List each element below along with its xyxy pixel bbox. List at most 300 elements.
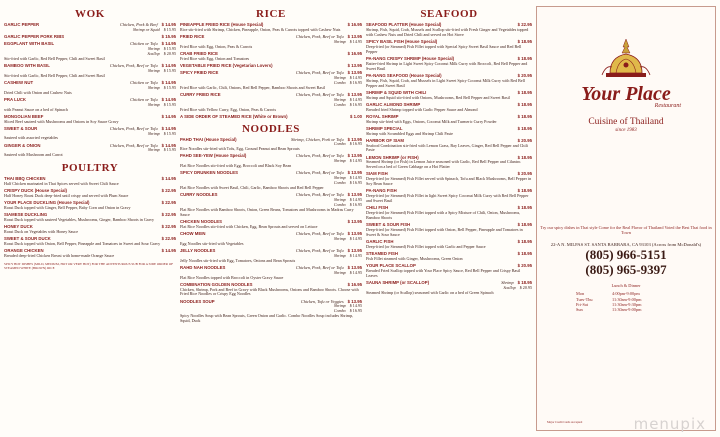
hours-time: 11:30am-9:00pm xyxy=(612,296,642,302)
menu-item xyxy=(366,240,532,250)
variant-name: Shrimp xyxy=(147,130,160,136)
menu-item-description: Fried Rice with Yellow Curry, Egg, Onion, Peas & Carrots xyxy=(180,106,277,112)
menu-item-price: $ 22.95 xyxy=(161,200,176,206)
menu-item xyxy=(366,74,532,89)
menu-item-name: PAHD THAI (House Special) xyxy=(180,136,237,142)
menu-item-description: Roast Duck topped with Onion, Bell Pepper, Pineapple and Tomatoes in Sweet and Sour Gravy xyxy=(4,241,161,247)
variant-price: $ 14.95 xyxy=(349,235,362,241)
tagline: Try our spicy dishes in Thai style Come for the Real Flavor of Thailand Voted the Best Thai food in Town xyxy=(540,225,712,236)
brand-panel xyxy=(536,6,716,431)
menu-item-name: NOODLES SOUP xyxy=(180,298,215,304)
variant-name: Combo xyxy=(333,79,346,85)
menu-item-price: $ 22.95 xyxy=(517,22,532,27)
menu-item-name: SWEET & SOUR xyxy=(4,125,38,131)
menu-item-name: SHRIMP SPECIAL xyxy=(366,125,403,131)
menu-item-price: $ 14.95 xyxy=(161,113,176,119)
wok-list xyxy=(4,23,176,158)
menu-item-name: SPICY BASIL FISH (House Special) xyxy=(366,38,438,44)
menu-item-description: Steamed Shrimp (or Fish) in Lemon Juice seasoned with Garlic, Red Bell Pepper and Cilantro. Served on a bed of Green Cabbage on a Hot Platter xyxy=(366,159,522,170)
variant-name: Combo xyxy=(333,101,346,107)
menu-item-price: $ 13.95 xyxy=(347,170,362,176)
variant-price: $ 14.95 xyxy=(349,303,362,309)
variant-price: $ 15.95 xyxy=(163,26,176,32)
menu-item-name: EGGPLANT WITH BASIL xyxy=(4,41,55,47)
menu-item-option: Chicken, Pork, Beef or Tofu xyxy=(109,142,158,148)
menu-item-description: Fried Rice with Garlic, Chili, Onions, Red Bell Pepper, Bamboo Shoots and Sweet Basil xyxy=(180,84,326,90)
menu-item-option: Chicken, Pork, Beef or Tofu xyxy=(295,192,344,198)
menu-item-price: $ 18.95 xyxy=(517,188,532,194)
menu-item xyxy=(180,154,362,169)
column-rice-noodles xyxy=(180,6,362,326)
menu-item-price: $ 13.95 xyxy=(347,192,362,198)
menu-item-description: Stir-fried with Garlic, Red Bell Pepper, Chili and Sweet Basil xyxy=(4,72,105,78)
menu-item-description: Fish Fillet steamed with Ginger, Mushrooms, Green Onion xyxy=(366,255,463,261)
hours-days: Sun xyxy=(576,307,583,313)
menu-item xyxy=(180,93,362,113)
variant-price: $ 20.95 xyxy=(519,284,532,290)
menu-item-name: VEGETABLE FRIED RICE (Vegetarian Lovers) xyxy=(180,62,273,68)
menu-item-description: Breaded Fried Scallop topped with Your Place Spicy Sauce, Red Bell Pepper and Crispy Basil Leaves xyxy=(366,267,521,278)
seafood-list xyxy=(366,23,532,296)
menu-item-price: $ 22.95 xyxy=(161,188,176,194)
hours-time: 11:30am-9:00pm xyxy=(612,307,642,313)
menu-item-price: $ 13.95 xyxy=(347,264,362,270)
section-title-wok: WOK xyxy=(75,8,105,20)
menu-item-price: $ 13.95 xyxy=(347,62,362,68)
menu-item-description: Roast Duck topped with Ginger, Bell Pepper, Baby Corn and Onion in Gravy xyxy=(4,205,131,211)
menu-item-price: $ 20.95 xyxy=(517,137,532,143)
variant-price: $ 14.95 xyxy=(349,158,362,164)
menu-item-description: Dried Chili with Onion and Cashew Nuts xyxy=(4,89,72,95)
variant-price: $ 16.95 xyxy=(349,79,362,85)
menu-item xyxy=(366,139,532,154)
menu-item-description: Shrimp with Scrambled Eggs and Shrimp Chili Paste xyxy=(366,130,453,136)
variant-name: Scallop xyxy=(503,284,516,290)
menu-item-price: $ 13.95 xyxy=(347,230,362,236)
menu-item-name: SWEET & SOUR FISH xyxy=(366,222,411,228)
menu-item-description: Breaded deep-fried Chicken Breast with home-made Orange Sauce xyxy=(4,253,115,259)
variant-price: $ 15.95 xyxy=(163,67,176,73)
menu-item-price: $ 18.95 xyxy=(517,89,532,95)
menu-item-description: Rice stir-fried with Shrimp, Chicken, Pineapple, Onion, Peas & Carrots topped with Cashew Nuts xyxy=(180,26,341,32)
menu-item-description: Spicy Noodles Soup with Bean Sprouts, Green Onion and Garlic. Combo Noodles Soup includes Shrimp, Squid, Duck xyxy=(180,313,354,324)
menu-item-description: Deep-fried (or Steamed) Fish Fillet topped with Special Spicy Sweet Basil Sauce and Red Bell Pepper xyxy=(366,43,522,54)
menu-item xyxy=(180,71,362,91)
menu-item-option: Chicken, Pork, Beef or Tofu xyxy=(295,153,344,159)
menu-item xyxy=(4,213,176,223)
menu-item xyxy=(366,264,532,279)
menu-item-name: MONGOLIAN BEEF xyxy=(4,113,44,119)
menu-item-name: THAI BBQ CHICKEN xyxy=(4,176,46,182)
menu-item xyxy=(366,189,532,204)
menu-item-description: Half Chicken marinated in Thai Spices served with Sweet Chili Sauce xyxy=(4,181,119,187)
since-label: since 1983 xyxy=(615,128,637,133)
column-seafood xyxy=(366,6,532,298)
section-title-poultry: POULTRY xyxy=(61,162,119,175)
menu-item-name: LEMON SHRIMP (or FISH) xyxy=(366,154,419,160)
menu-item-price: $ 20.95 xyxy=(517,171,532,177)
menu-item-description: Egg Noodles stir-fried with Vegetables xyxy=(180,240,244,246)
variant-price: $ 15.95 xyxy=(163,101,176,107)
variant-name: Shrimp xyxy=(333,269,346,275)
menu-item xyxy=(180,64,362,69)
menu-item-price: $ 14.95 xyxy=(161,176,176,182)
menu-item-price: $ 22.95 xyxy=(161,224,176,230)
menu-item-name: YOUR PLACE SCALLOP xyxy=(366,263,416,269)
variant-price: $ 16.95 xyxy=(349,141,362,147)
menu-item-price: $ 18.95 xyxy=(517,205,532,211)
menu-item xyxy=(366,40,532,55)
menu-item-option: Chicken, Pork, Beef or Tofu xyxy=(295,264,344,270)
menu-item xyxy=(4,177,176,187)
variant-name: Shrimp xyxy=(333,74,346,80)
menu-item xyxy=(180,266,362,281)
brand-subtitle: Restaurant xyxy=(654,103,681,109)
menu-item-description: Breaded fried Shrimp topped with Garlic Pepper Sauce and Almond xyxy=(366,106,478,112)
menu-item xyxy=(366,57,532,72)
menu-item-description: Shrimp, Fish, Squid, Crab, and Mussels in Light Sweet Spicy Coconut Milk Curry with Red Bell Pepper and Sweet Basil xyxy=(366,77,525,88)
menu-item-price: $ 18.95 xyxy=(517,251,532,257)
menu-item-name: SIAMESE DUCKLING xyxy=(4,212,48,218)
hours-time: 4:00pm-9:00pm xyxy=(612,291,640,297)
menu-item-description: Seafood Combination stir-fried with Lemon Grass, Bay Leaves, Ginger, Red Bell Pepper and Chili Paste xyxy=(366,142,528,153)
menu-item-description: Sauteed with assorted vegetables xyxy=(4,135,58,141)
variant-price: $ 14.95 xyxy=(349,197,362,203)
menu-item-name: PAHD SEE-YEW (House Special) xyxy=(180,153,247,159)
menu-item-option: Chicken, Pork, Beef or Tofu xyxy=(295,70,344,75)
variant-price: $ 14.95 xyxy=(349,252,362,258)
variant-price: $ 15.95 xyxy=(163,84,176,90)
menu-item xyxy=(4,237,176,247)
brand-name: Your Place xyxy=(581,83,671,105)
menu-item-price: $ 13.95 xyxy=(347,247,362,253)
poultry-list xyxy=(4,177,176,259)
menu-item-price: $ 13.95 xyxy=(347,70,362,75)
menu-item-price: $ 13.95 xyxy=(347,91,362,97)
variant-name: Shrimp xyxy=(333,252,346,258)
variant-name: Shrimp xyxy=(147,84,160,90)
variant-name: Combo xyxy=(333,180,346,186)
variant-name: Shrimp xyxy=(333,175,346,181)
variant-name: Shrimp xyxy=(333,96,346,102)
menu-item-name: CURRY FRIED RICE xyxy=(180,91,221,97)
menu-item-description: Flat Rice Noodles stir-fried with Chicken, Egg, Bean Sprouts and served on Lettuce xyxy=(180,223,318,229)
hours-time: 11:30am-9:30pm xyxy=(612,302,642,307)
menu-item xyxy=(366,103,532,113)
menu-item-name: CURRY NOODLES xyxy=(180,192,218,198)
menu-item xyxy=(366,223,532,238)
menu-item-name: PA-NANG CRISPY SHRIMP (House Special) xyxy=(366,55,455,61)
variant-name: Shrimp xyxy=(147,46,160,51)
menu-item-name: SEAFOOD PLATTER (House Special) xyxy=(366,22,442,27)
menu-item-name: COMBINATION GOLDEN NOODLES xyxy=(180,281,253,287)
variant-name: Combo xyxy=(333,308,346,314)
menu-item-price: $ 14.95 xyxy=(161,22,176,27)
menu-item-price: $ 22.95 xyxy=(161,212,176,218)
menu-item-option: Chicken, Pork & Beef xyxy=(119,22,158,27)
menu-item-price: $ 20.95 xyxy=(517,72,532,78)
menu-item-description: Deep-fried (or Steamed) Fish Fillet in light Sweet Spicy Coconut Milk Curry with Red Bell Pepper and Sweet Basil xyxy=(366,193,529,204)
menu-item xyxy=(4,35,176,40)
menu-item-price: $ 18.95 xyxy=(517,38,532,44)
menu-item xyxy=(4,225,176,235)
hours-days: Fri-Sat xyxy=(576,302,588,307)
menu-item xyxy=(180,23,362,33)
section-title-rice: RICE xyxy=(256,8,286,20)
variant-price: $ 15.95 xyxy=(163,130,176,136)
menu-item xyxy=(4,98,176,113)
menu-item xyxy=(180,249,362,264)
menu-item-name: HONEY DUCK xyxy=(4,224,33,230)
menu-item-description: Shrimp, Fish, Squid, Crab, Mussels and Scallop stir-fried with Fresh Ginger and Vegetables topped with Cashew Nuts and Dried Chili and served on Hot Stove xyxy=(366,26,529,37)
menu-item-price: $ 18.95 xyxy=(517,222,532,228)
menu-item-name: PA-NANG FISH xyxy=(366,188,397,194)
menu-item-price: $ 14.95 xyxy=(161,248,176,254)
menu-item-header xyxy=(180,64,362,69)
menu-item-name: PA-NANG SEAFOOD (House Special) xyxy=(366,72,442,78)
menu-item xyxy=(366,91,532,101)
variant-price: $ 16.95 xyxy=(349,201,362,207)
menu-item-price: $ 16.95 xyxy=(347,281,362,287)
menu-item-option: Chicken, Pork, Beef or Tofu xyxy=(295,247,344,253)
menu-item-price: $ 13.95 xyxy=(347,136,362,142)
menu-item xyxy=(4,127,176,142)
menu-item xyxy=(4,64,176,79)
menu-item-option: Chicken, Pork, Beef or Tofu xyxy=(295,170,344,176)
menu-item-description: Flat Rice Noodles with Bamboo Shoots, Onion, Green Beans, Tomatoes and Mushrooms in Madras Curry Sauce xyxy=(180,206,354,217)
section-title-seafood: SEAFOOD xyxy=(420,8,478,20)
menu-item-name: CHILI FISH xyxy=(366,205,389,211)
menu-item xyxy=(180,35,362,50)
menu-item-option: Chicken or Tofu xyxy=(130,79,158,85)
menu-item xyxy=(4,23,176,33)
spicy-note: SPICY HOT DISHES (MILD, MEDIUM, HOT OR VERY HOT) FOR THE ADVENTUROUS SUB FOR A SIDE ORDER OF STEAMED WHITE (BROWN) RICE xyxy=(4,262,174,271)
thai-crown-logo xyxy=(596,37,656,81)
menu-item-name: GARLIC PEPPER PORK RIBS xyxy=(4,34,65,39)
menu-item-price: $ 13.95 xyxy=(347,153,362,159)
menu-item xyxy=(4,201,176,211)
hours-days: Tues-Thu xyxy=(576,296,593,302)
menu-item-description: Shrimp stir-fried with Eggs, Onions, Coconut Milk and Turmeric Curry Powder xyxy=(366,118,497,124)
phone-number-1[interactable]: (805) 966-5151 xyxy=(585,247,667,263)
menu-item-option: Shrimp, Chicken, Pork or Tofu xyxy=(291,136,344,142)
menu-item xyxy=(366,23,532,38)
variant-price: $ 16.95 xyxy=(349,101,362,107)
credit-cards-note: Major Credit Cards Accepted xyxy=(547,420,583,424)
menu-item xyxy=(4,189,176,199)
menu-item-description: Chicken, Shrimp, Pork and Beef in Gravy with Black Mushrooms, Onions and Bamboo Shoots. Choose with Fried Rice Noodles or Crispy Egg Noodles xyxy=(180,286,359,297)
menu-item-price: $ 20.95 xyxy=(517,263,532,269)
variant-price: $ 20.95 xyxy=(163,50,176,56)
cuisine-label: Cuisine of Thailand xyxy=(588,117,664,127)
hours-days: Mon xyxy=(576,291,585,297)
menu-item-price: $ 18.95 xyxy=(517,239,532,245)
menu-item-description: Deep-fried (or Steamed) Fish Fillet served with Spinach, Tofu and Black Mushrooms, Bell Pepper in Soy Bean Sauce xyxy=(366,176,532,187)
menu-item-name: ROYAL SHRIMP xyxy=(366,113,399,119)
menu-item xyxy=(366,172,532,187)
variant-name: Shrimp xyxy=(147,147,160,153)
variant-name: Shrimp xyxy=(333,38,346,44)
menu-item-name: CRAB FRIED RICE xyxy=(180,50,218,56)
menu-item xyxy=(180,232,362,247)
phone-number-2[interactable]: (805) 965-9397 xyxy=(585,262,667,278)
variant-price: $ 16.95 xyxy=(349,308,362,314)
variant-price: $ 14.95 xyxy=(349,175,362,181)
variant-price: $ 14.95 xyxy=(349,269,362,275)
menu-item-name: GARLIC ALMOND SHRIMP xyxy=(366,101,421,107)
rice-list xyxy=(180,23,362,120)
menu-item-description: Flat Rice Noodles with Sweet Basil, Chili, Garlic, Bamboo Shoots and Red Bell Pepper xyxy=(180,185,324,191)
menu-item-description: Flat Rice Noodles topped with Broccoli in Oyster Gravy Sauce xyxy=(180,274,284,280)
menu-item-name: SPICY FRIED RICE xyxy=(180,70,219,75)
menu-item-price: $ 13.95 xyxy=(347,218,362,224)
variant-price: $ 14.95 xyxy=(349,96,362,102)
menu-item-header xyxy=(4,35,176,40)
menu-item xyxy=(366,252,532,262)
menu-item-option: Chicken, Pork, Beef or Tofu xyxy=(295,230,344,236)
menu-item xyxy=(180,138,362,153)
menu-item-description: Steamed Shrimp (or Scallop) seasoned with Garlic on a bed of Green Spinach xyxy=(366,289,494,295)
variant-name: Shrimp xyxy=(147,67,160,73)
menu-item-option: Chicken, Pork, Beef or Tofu xyxy=(295,34,344,39)
hours-row xyxy=(576,307,676,312)
menu-item-name: SAUNA SHRIMP (or SCALLOP) xyxy=(366,279,430,285)
menu-item xyxy=(180,220,362,230)
menu-item-price: $ 14.95 xyxy=(161,125,176,131)
menu-item-price: $ 14.95 xyxy=(161,142,176,148)
menu-item-option: Chicken, Tofu or Veggies xyxy=(300,298,344,304)
variant-price: $ 14.95 xyxy=(349,38,362,44)
menu-item-name: GINGER & ONION xyxy=(4,142,41,148)
menu-item-name: PINEAPPLE FRIED RICE (House Special) xyxy=(180,22,264,27)
menu-item-description: Half Honey Roast Duck deep-fried until crispy and served with Plum Sauce xyxy=(4,193,129,199)
menu-item-price: $ 13.95 xyxy=(347,298,362,304)
noodles-list xyxy=(180,138,362,325)
menu-item-price: $ 14.95 xyxy=(161,41,176,47)
menu-item-description: Sauteed with Mushroom and Carrot xyxy=(4,152,63,158)
menu-item xyxy=(4,42,176,62)
menu-item-name: CHICKEN NOODLES xyxy=(180,218,223,224)
menu-item xyxy=(180,193,362,218)
menu-item xyxy=(180,283,362,298)
menu-item-name: SHRIMP & SQUID WITH CHILI xyxy=(366,89,427,95)
menu-item-name: CASHEW NUT xyxy=(4,79,34,85)
menu-item-name: A SIDE ORDER OF STEAMED RICE (White or Brown) xyxy=(180,113,288,119)
menu-item-description: Rice Noodles stir-fried with Tofu, Egg, Ground Peanut and Bean Sprouts xyxy=(180,146,300,152)
menu-item-price: $ 18.95 xyxy=(517,279,532,285)
menu-item-name: CRISPY DUCK (House Special) xyxy=(4,188,67,194)
menu-item xyxy=(4,249,176,259)
menu-item-option: Chicken or Tofu xyxy=(130,96,158,102)
menu-item-price: $ 13.95 xyxy=(347,34,362,39)
variant-price: $ 16.95 xyxy=(349,180,362,186)
menu-item xyxy=(180,300,362,325)
menu-item xyxy=(180,52,362,62)
variant-price: $ 15.95 xyxy=(163,147,176,153)
menu-item-option: Chicken, Pork, Beef or Tofu xyxy=(109,62,158,68)
menu-item-price: $ 16.95 xyxy=(347,50,362,56)
menu-item-name: JELLY NOODLES xyxy=(180,247,216,253)
menu-item-name: YOUR PLACE DUCKLING (House Special) xyxy=(4,200,90,206)
menu-item-description: Sliced Beef sauteed with Mushrooms and Onions in Soy Sauce Gravy xyxy=(4,118,119,124)
hours-title: Lunch & Dinner xyxy=(611,283,641,289)
menu-item-price: $ 16.95 xyxy=(347,22,362,27)
menu-item-description: Batter-fried Shrimp in Light Sweet Spicy Coconut Milk Curry with Broccoli, Red Bell Pepper and Sweet Basil xyxy=(366,60,528,71)
menu-item-name: FRIED RICE xyxy=(180,34,205,39)
hours-table xyxy=(576,291,676,312)
menu-item-option: Shrimp xyxy=(501,279,514,285)
menu-item-name: BAMBOO WITH BASIL xyxy=(4,62,50,68)
menu-item-description: Stir-fried with Garlic, Red Bell Pepper, Chili and Sweet Basil xyxy=(4,55,105,61)
menu-item-price: $ 15.95 xyxy=(161,34,176,39)
variant-name: Shrimp or Squid xyxy=(132,26,160,32)
variant-name: Shrimp xyxy=(333,303,346,309)
menu-item-price: $ 14.95 xyxy=(161,96,176,102)
menu-item-description: Deep-fried (or Steamed) Fish Fillet topped with a Spicy Mixture of Chili, Onion, Mushrooms, Bamboo Shoots xyxy=(366,210,521,221)
menu-item-price: $ 18.95 xyxy=(517,113,532,119)
menu-item-description: Roast Duck topped with sauteed Vegetables, Mushrooms, Ginger, Bamboo Shoots in Gravy xyxy=(4,217,155,223)
menu-item-name: PRA LUCK xyxy=(4,96,27,102)
menu-item-variant xyxy=(4,28,176,33)
variant-name: Shrimp xyxy=(333,197,346,203)
menu-item-name: ORANGE CHICKEN xyxy=(4,248,44,254)
menu-item xyxy=(4,144,176,159)
menu-item-price: $ 18.95 xyxy=(517,55,532,61)
column-wok-poultry xyxy=(4,6,176,270)
menu-item-price: $ 18.95 xyxy=(517,125,532,131)
menu-item-option: Chicken, Pork, Beef or Tofu xyxy=(109,125,158,131)
variant-name: Shrimp xyxy=(333,158,346,164)
variant-price: $ 14.95 xyxy=(349,74,362,80)
section-title-noodles: NOODLES xyxy=(242,122,300,135)
menu-item-description: with Peanut Sauce on a bed of Spinach xyxy=(4,106,68,112)
menu-item-price: $ 18.95 xyxy=(517,154,532,160)
variant-name: Shrimp xyxy=(333,235,346,241)
menu-item-header xyxy=(180,115,362,120)
variant-price: $ 15.95 xyxy=(163,46,176,51)
menu-item-description: Fried Rice with Egg, Onion, Peas & Carrots xyxy=(180,43,253,49)
menu-item-name: GARLIC FISH xyxy=(366,239,394,245)
menu-item-description: Roast Duck on Vegetables with Honey Sauce xyxy=(4,229,79,235)
menu-item xyxy=(366,206,532,221)
menu-item-price: $ 14.95 xyxy=(161,62,176,68)
menu-item-description: Deep-fried (or Steamed) Fish Fillet topped with Onion, Bell Pepper, Pineapple and Tomatoes in Sweet & Sour Sauce xyxy=(366,227,523,237)
menu-item xyxy=(4,115,176,125)
menu-item-option: Chicken, Pork, Beef or Tofu xyxy=(295,91,344,97)
menu-item xyxy=(366,127,532,137)
menu-item xyxy=(180,115,362,120)
menu-item-description: Flat Rice Noodles stir-fried with Egg, Broccoli and Black Soy Bean xyxy=(180,163,292,169)
variant-name: Combo xyxy=(333,141,346,147)
variant-name: Combo xyxy=(333,201,346,207)
menu-item-name: SIAM FISH xyxy=(366,171,388,177)
menu-item xyxy=(366,115,532,125)
menu-item xyxy=(4,81,176,96)
menu-item-name: SWEET & SOUR DUCK xyxy=(4,236,51,242)
address: 22-A N. MILPAS ST. SANTA BARBARA, CA 93103 (Across from McDonald's) xyxy=(550,241,702,247)
menu-item-description: Shrimp and Squid stir-fried with Onions, Mushrooms, Red Bell Pepper and Sweet Basil xyxy=(366,94,510,100)
menupix-watermark: menupix xyxy=(633,415,706,433)
menu-item-description: Jelly Noodles stir-fried with Egg, Tomatoes, Onions and Bean Sprouts xyxy=(180,257,296,263)
variant-name: Scallop xyxy=(147,50,160,56)
variant-name: Shrimp xyxy=(147,101,160,107)
menu-item xyxy=(180,171,362,191)
menu-item-description: Fried Rice with Egg, Onion and Tomatoes xyxy=(180,55,250,61)
menu-item-name: GARLIC PEPPER xyxy=(4,22,40,27)
menu-item-name: SPICY DRUNKEN NOODLES xyxy=(180,170,238,176)
menu-item-description: Deep-fried (or Steamed) Fish Fillet topped with Garlic and Pepper Sauce xyxy=(366,243,486,249)
menu-item-name: HARBOR OF SIAM xyxy=(366,137,404,143)
